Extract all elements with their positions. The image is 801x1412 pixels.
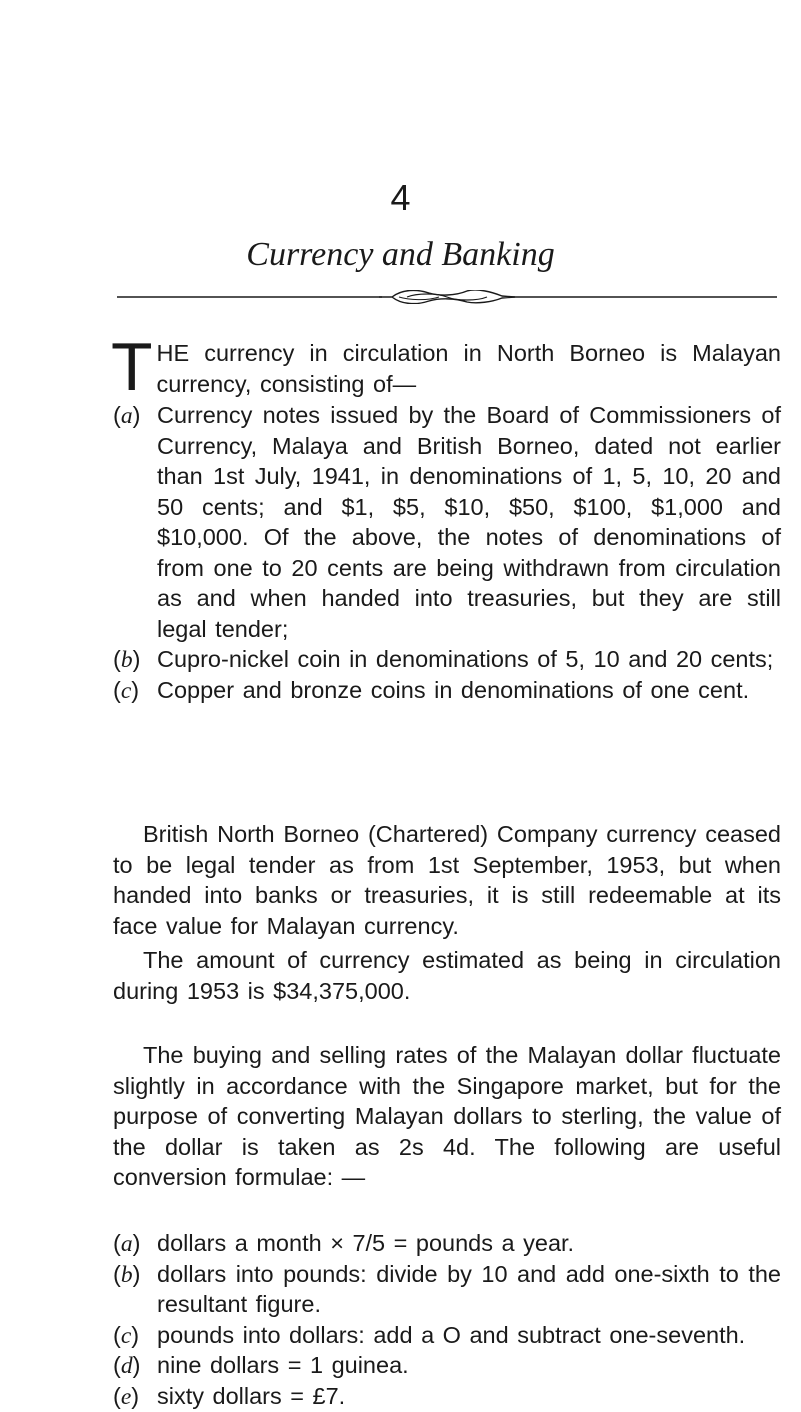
list-item-text: dollars a month × 7/5 = pounds a year.	[157, 1230, 574, 1256]
list-item-text: Copper and bronze coins in denominations of one cent.	[157, 677, 749, 703]
list-item-label: (a)	[113, 1228, 140, 1260]
list-item-label: (c)	[113, 1320, 139, 1352]
circulation-paragraph: The amount of currency estimated as being in circulation during 1953 is $34,375,000.	[113, 945, 781, 1006]
list-item-text: Cupro-nickel coin in denominations of 5, 10 and 20 cents;	[157, 646, 773, 672]
list-item	[113, 1350, 781, 1381]
intro-line-1: HE currency in circulation in North Borneo is Malayan	[113, 338, 781, 369]
list-item-text: dollars into pounds: divide by 10 and add one-sixth to the resultant figure.	[157, 1261, 781, 1318]
list-item	[113, 1381, 781, 1412]
list-item-text: sixty dollars = £7.	[157, 1383, 345, 1409]
list-item-text: pounds into dollars: add a O and subtract one-seventh.	[157, 1322, 745, 1348]
list-item-label: (a)	[113, 400, 140, 432]
list-item	[113, 1320, 781, 1351]
list-item	[113, 644, 781, 675]
list-item-label: (e)	[113, 1381, 139, 1412]
list-item	[113, 400, 781, 644]
list-item	[113, 675, 781, 706]
list-item-text: nine dollars = 1 guinea.	[157, 1352, 409, 1378]
list-item	[113, 1259, 781, 1320]
list-item-label: (d)	[113, 1350, 140, 1382]
conversion-list	[113, 1228, 781, 1411]
list-item-label: (c)	[113, 675, 139, 707]
list-item	[113, 1228, 781, 1259]
chartered-company-paragraph: British North Borneo (Chartered) Company currency ceased to be legal tender as from 1st September, 1953, but when handed into banks or treasuries, it is still redeemable at its face value for Malayan currency.	[113, 819, 781, 941]
currency-list	[113, 400, 781, 705]
list-item-label: (b)	[113, 1259, 140, 1291]
ornamental-rule-icon	[117, 290, 777, 304]
list-item-text: Currency notes issued by the Board of Commissioners of Currency, Malaya and British Borneo, dated not earlier than 1st July, 1941, in denominations of 1, 5, 10, 20 and 50 cents; and $1, $5, $10, $50, $100, $1,000 and $10,000. Of the above, the notes of denominations of from one to 20 cents are being withdrawn from circulation as and when handed into treasuries, but they are still legal tender;	[157, 402, 781, 642]
exchange-rate-paragraph: The buying and selling rates of the Malayan dollar fluctuate slightly in accordance with the Singapore market, but for the purpose of converting Malayan dollars to sterling, the value of the dollar is taken as 2s 4d. The following are useful conversion formulae: —	[113, 1040, 781, 1193]
chapter-title: Currency and Banking	[0, 235, 801, 275]
intro-line-2: currency, consisting of—	[113, 369, 781, 400]
intro-paragraph	[113, 338, 781, 399]
list-item-label: (b)	[113, 644, 140, 676]
chapter-number: 4	[0, 178, 801, 218]
drop-cap: T	[111, 339, 153, 395]
